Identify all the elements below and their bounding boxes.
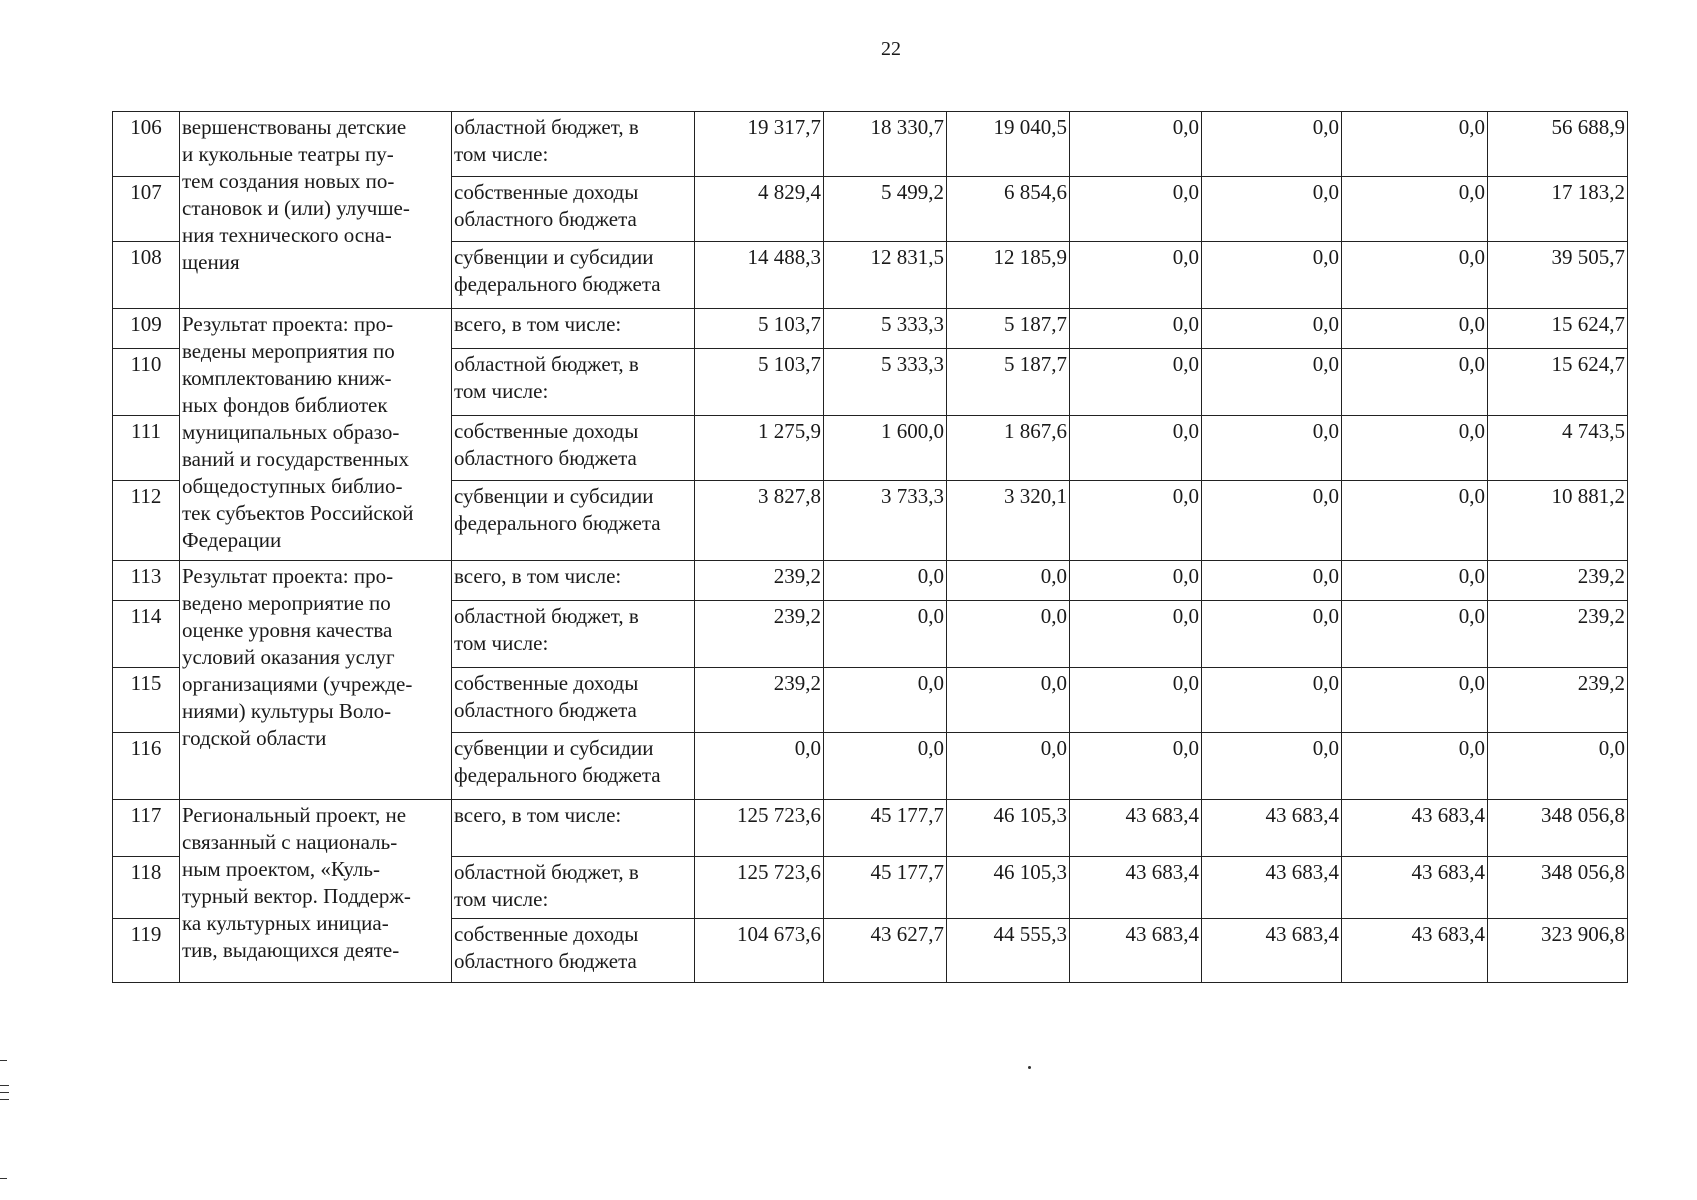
description-line: ных фондов библиотек xyxy=(182,393,388,417)
table-row xyxy=(113,112,1628,177)
total-value: 4 743,5 xyxy=(1488,416,1628,481)
funding-source-line: областной бюджет, в xyxy=(454,115,639,139)
row-number: 107 xyxy=(113,177,180,242)
year-value: 239,2 xyxy=(695,561,824,601)
description-line: общедоступных библио- xyxy=(182,474,403,498)
year-value: 43 683,4 xyxy=(1342,800,1488,857)
funding-source-line: том числе: xyxy=(454,631,549,655)
row-number: 112 xyxy=(113,481,180,561)
funding-source-line: том числе: xyxy=(454,142,549,166)
funding-source-line: федерального бюджета xyxy=(454,272,661,296)
year-value: 0,0 xyxy=(1342,242,1488,309)
year-value: 0,0 xyxy=(1202,112,1342,177)
description-line: ка культурных инициа- xyxy=(182,911,389,935)
description-line: и кукольные театры пу- xyxy=(182,142,394,166)
description-line: тем создания новых по- xyxy=(182,169,395,193)
description-line: Результат проекта: про- xyxy=(182,312,394,336)
year-value: 0,0 xyxy=(1202,668,1342,733)
row-number: 114 xyxy=(113,601,180,668)
year-value: 43 683,4 xyxy=(1342,919,1488,983)
row-number: 117 xyxy=(113,800,180,857)
year-value: 19 317,7 xyxy=(695,112,824,177)
funding-source xyxy=(452,242,695,309)
year-value: 3 733,3 xyxy=(824,481,947,561)
description-line: ведено мероприятие по xyxy=(182,591,391,615)
funding-source xyxy=(452,800,695,857)
year-value: 12 831,5 xyxy=(824,242,947,309)
year-value: 0,0 xyxy=(1070,561,1202,601)
total-value: 348 056,8 xyxy=(1488,857,1628,919)
year-value: 0,0 xyxy=(1202,481,1342,561)
funding-source-line: субвенции и субсидии xyxy=(454,736,654,760)
year-value: 0,0 xyxy=(1070,668,1202,733)
year-value: 5 333,3 xyxy=(824,309,947,349)
scan-mark xyxy=(0,1099,9,1100)
year-value: 0,0 xyxy=(1342,177,1488,242)
scan-mark xyxy=(0,1060,7,1061)
funding-source xyxy=(452,349,695,416)
funding-source-line: областного бюджета xyxy=(454,207,637,231)
row-number: 115 xyxy=(113,668,180,733)
total-value: 10 881,2 xyxy=(1488,481,1628,561)
funding-source-line: областного бюджета xyxy=(454,698,637,722)
year-value: 0,0 xyxy=(695,733,824,800)
total-value: 39 505,7 xyxy=(1488,242,1628,309)
row-number: 106 xyxy=(113,112,180,177)
year-value: 0,0 xyxy=(1342,601,1488,668)
table-row xyxy=(113,800,1628,857)
result-description xyxy=(180,112,452,309)
year-value: 0,0 xyxy=(1070,177,1202,242)
funding-source-line: федерального бюджета xyxy=(454,511,661,535)
year-value: 44 555,3 xyxy=(947,919,1070,983)
year-value: 0,0 xyxy=(1070,416,1202,481)
year-value: 0,0 xyxy=(1202,242,1342,309)
year-value: 3 320,1 xyxy=(947,481,1070,561)
year-value: 14 488,3 xyxy=(695,242,824,309)
description-line: Федерации xyxy=(182,528,282,552)
funding-source-line: собственные доходы xyxy=(454,419,639,443)
year-value: 12 185,9 xyxy=(947,242,1070,309)
total-value: 239,2 xyxy=(1488,668,1628,733)
description-line: годской области xyxy=(182,726,327,750)
year-value: 5 333,3 xyxy=(824,349,947,416)
total-value: 15 624,7 xyxy=(1488,349,1628,416)
year-value: 0,0 xyxy=(1342,668,1488,733)
funding-source-line: собственные доходы xyxy=(454,671,639,695)
year-value: 43 683,4 xyxy=(1202,919,1342,983)
row-number: 111 xyxy=(113,416,180,481)
funding-source-line: собственные доходы xyxy=(454,180,639,204)
year-value: 0,0 xyxy=(947,601,1070,668)
year-value: 239,2 xyxy=(695,601,824,668)
year-value: 43 683,4 xyxy=(1070,800,1202,857)
year-value: 0,0 xyxy=(1342,481,1488,561)
funding-source-line: областного бюджета xyxy=(454,446,637,470)
funding-source-line: всего, в том числе: xyxy=(454,803,622,827)
year-value: 239,2 xyxy=(695,668,824,733)
year-value: 43 683,4 xyxy=(1070,919,1202,983)
funding-source xyxy=(452,919,695,983)
year-value: 0,0 xyxy=(824,668,947,733)
year-value: 46 105,3 xyxy=(947,800,1070,857)
funding-source xyxy=(452,177,695,242)
description-line: организациями (учрежде- xyxy=(182,672,413,696)
funding-source xyxy=(452,481,695,561)
row-number: 109 xyxy=(113,309,180,349)
year-value: 1 275,9 xyxy=(695,416,824,481)
year-value: 5 187,7 xyxy=(947,349,1070,416)
year-value: 0,0 xyxy=(1342,733,1488,800)
description-line: ваний и государственных xyxy=(182,447,409,471)
year-value: 0,0 xyxy=(1070,733,1202,800)
year-value: 0,0 xyxy=(947,668,1070,733)
total-value: 17 183,2 xyxy=(1488,177,1628,242)
description-line: комплектованию книж- xyxy=(182,366,392,390)
funding-source-line: всего, в том числе: xyxy=(454,564,622,588)
scan-mark xyxy=(0,1178,7,1179)
total-value: 56 688,9 xyxy=(1488,112,1628,177)
row-number: 110 xyxy=(113,349,180,416)
description-line: ния технического осна- xyxy=(182,223,392,247)
result-description xyxy=(180,561,452,800)
year-value: 0,0 xyxy=(1070,112,1202,177)
year-value: 0,0 xyxy=(1342,309,1488,349)
year-value: 5 103,7 xyxy=(695,349,824,416)
year-value: 45 177,7 xyxy=(824,800,947,857)
description-line: связанный с националь- xyxy=(182,830,398,854)
table-row xyxy=(113,561,1628,601)
year-value: 5 103,7 xyxy=(695,309,824,349)
year-value: 0,0 xyxy=(1070,349,1202,416)
year-value: 19 040,5 xyxy=(947,112,1070,177)
description-line: тек субъектов Российской xyxy=(182,501,414,525)
year-value: 0,0 xyxy=(1202,601,1342,668)
funding-source xyxy=(452,561,695,601)
year-value: 0,0 xyxy=(1342,416,1488,481)
year-value: 6 854,6 xyxy=(947,177,1070,242)
row-number: 113 xyxy=(113,561,180,601)
year-value: 46 105,3 xyxy=(947,857,1070,919)
funding-source-line: субвенции и субсидии xyxy=(454,484,654,508)
funding-source-line: всего, в том числе: xyxy=(454,312,622,336)
scan-mark xyxy=(0,1092,9,1093)
year-value: 0,0 xyxy=(1202,177,1342,242)
total-value: 239,2 xyxy=(1488,601,1628,668)
funding-source-line: областного бюджета xyxy=(454,949,637,973)
description-line: турный вектор. Поддерж- xyxy=(182,884,411,908)
scan-mark xyxy=(0,1085,9,1086)
funding-source-line: субвенции и субсидии xyxy=(454,245,654,269)
description-line: тив, выдающихся деяте- xyxy=(182,938,400,962)
row-number: 108 xyxy=(113,242,180,309)
year-value: 0,0 xyxy=(1202,733,1342,800)
description-line: становок и (или) улучше- xyxy=(182,196,410,220)
funding-source-line: собственные доходы xyxy=(454,922,639,946)
row-number: 119 xyxy=(113,919,180,983)
year-value: 104 673,6 xyxy=(695,919,824,983)
year-value: 125 723,6 xyxy=(695,857,824,919)
page-number: 22 xyxy=(881,38,901,60)
funding-source-line: федерального бюджета xyxy=(454,763,661,787)
year-value: 0,0 xyxy=(824,601,947,668)
result-description xyxy=(180,309,452,561)
year-value: 0,0 xyxy=(1202,349,1342,416)
description-line: Результат проекта: про- xyxy=(182,564,394,588)
funding-source-line: областной бюджет, в xyxy=(454,352,639,376)
description-line: Региональный проект, не xyxy=(182,803,407,827)
funding-source xyxy=(452,416,695,481)
year-value: 43 683,4 xyxy=(1202,857,1342,919)
year-value: 18 330,7 xyxy=(824,112,947,177)
funding-source xyxy=(452,112,695,177)
year-value: 43 683,4 xyxy=(1070,857,1202,919)
year-value: 0,0 xyxy=(1070,601,1202,668)
description-line: оценке уровня качества xyxy=(182,618,393,642)
funding-source xyxy=(452,601,695,668)
description-line: условий оказания услуг xyxy=(182,645,395,669)
year-value: 43 683,4 xyxy=(1342,857,1488,919)
year-value: 0,0 xyxy=(1342,561,1488,601)
year-value: 43 683,4 xyxy=(1202,800,1342,857)
total-value: 15 624,7 xyxy=(1488,309,1628,349)
year-value: 0,0 xyxy=(1342,349,1488,416)
year-value: 0,0 xyxy=(1202,561,1342,601)
year-value: 0,0 xyxy=(1342,112,1488,177)
year-value: 43 627,7 xyxy=(824,919,947,983)
result-description xyxy=(180,800,452,983)
year-value: 1 867,6 xyxy=(947,416,1070,481)
year-value: 0,0 xyxy=(947,561,1070,601)
description-line: муниципальных образо- xyxy=(182,420,400,444)
description-line: ниями) культуры Воло- xyxy=(182,699,392,723)
table-row xyxy=(113,309,1628,349)
budget-table xyxy=(112,111,1628,983)
total-value: 348 056,8 xyxy=(1488,800,1628,857)
scan-dot xyxy=(1028,1066,1031,1069)
year-value: 0,0 xyxy=(1070,309,1202,349)
year-value: 45 177,7 xyxy=(824,857,947,919)
description-line: ным проектом, «Куль- xyxy=(182,857,380,881)
year-value: 0,0 xyxy=(1202,416,1342,481)
description-line: щения xyxy=(182,250,240,274)
funding-source xyxy=(452,857,695,919)
year-value: 0,0 xyxy=(1070,242,1202,309)
year-value: 0,0 xyxy=(947,733,1070,800)
funding-source-line: том числе: xyxy=(454,379,549,403)
total-value: 323 906,8 xyxy=(1488,919,1628,983)
year-value: 1 600,0 xyxy=(824,416,947,481)
total-value: 239,2 xyxy=(1488,561,1628,601)
year-value: 0,0 xyxy=(1202,309,1342,349)
year-value: 0,0 xyxy=(824,561,947,601)
description-line: вершенствованы детские xyxy=(182,115,407,139)
year-value: 3 827,8 xyxy=(695,481,824,561)
funding-source-line: том числе: xyxy=(454,887,549,911)
funding-source xyxy=(452,309,695,349)
year-value: 5 187,7 xyxy=(947,309,1070,349)
funding-source xyxy=(452,668,695,733)
total-value: 0,0 xyxy=(1488,733,1628,800)
funding-source-line: областной бюджет, в xyxy=(454,860,639,884)
row-number: 116 xyxy=(113,733,180,800)
description-line: ведены мероприятия по xyxy=(182,339,395,363)
year-value: 0,0 xyxy=(824,733,947,800)
row-number: 118 xyxy=(113,857,180,919)
year-value: 5 499,2 xyxy=(824,177,947,242)
year-value: 125 723,6 xyxy=(695,800,824,857)
funding-source xyxy=(452,733,695,800)
funding-source-line: областной бюджет, в xyxy=(454,604,639,628)
year-value: 4 829,4 xyxy=(695,177,824,242)
year-value: 0,0 xyxy=(1070,481,1202,561)
